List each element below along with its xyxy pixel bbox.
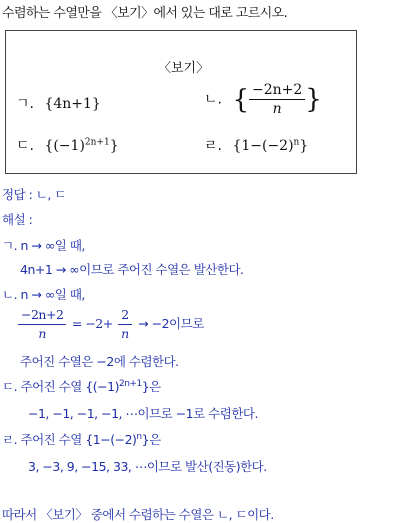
option-n-label: ㄴ. <box>204 91 222 108</box>
sol-n-mid: = −2+ <box>71 316 113 331</box>
sol-d-head-a: ㄷ. 주어진 수열 {(−1) <box>2 379 119 394</box>
sol-n-tail: → −2이므로 <box>138 316 204 331</box>
sol-n-numerator2: 2 <box>118 306 131 325</box>
option-r-label: ㄹ. <box>204 138 222 154</box>
sol-n-equation <box>18 306 204 343</box>
option-n-fraction <box>249 81 305 118</box>
sol-d-head <box>2 377 161 395</box>
sol-d-head-exp: 2n+1 <box>118 378 142 389</box>
option-d-exp: 2n+1 <box>84 137 110 148</box>
answer-text: 정답 : ㄴ, ㄷ <box>2 187 66 202</box>
right-brace: } <box>305 84 322 115</box>
option-g <box>16 93 101 113</box>
option-n-denominator: n <box>272 101 282 117</box>
left-brace: { <box>232 84 249 115</box>
box-title: 〈보기〉 <box>158 61 210 76</box>
question-text: 수렴하는 수열만을 〈보기〉에서 있는 대로 고르시오. <box>2 6 288 21</box>
option-n <box>204 81 322 118</box>
sol-n-fraction <box>18 306 66 343</box>
sol-r-head-exp: n <box>136 431 142 442</box>
sol-r-head <box>2 430 161 448</box>
sol-n-head: ㄴ. n → ∞일 때, <box>2 287 85 302</box>
option-g-expr: {4n+1} <box>44 96 101 112</box>
explain-label: 해설 : <box>2 212 33 227</box>
option-d-tail: } <box>109 138 119 154</box>
option-r <box>204 135 308 155</box>
option-r-exp: n <box>293 137 300 148</box>
sol-n-numerator: −2n+2 <box>18 306 66 325</box>
option-d <box>16 135 119 155</box>
sol-g-body: 4n+1 → ∞이므로 주어진 수열은 발산한다. <box>20 262 244 277</box>
option-g-label: ㄱ. <box>16 96 34 112</box>
sol-n-denominator: n <box>38 326 46 341</box>
sol-g-head: ㄱ. n → ∞일 때, <box>2 238 85 253</box>
sol-d-head-b: }은 <box>141 379 161 394</box>
sol-n-denominator2: n <box>121 326 129 341</box>
sol-n-body: 주어진 수열은 −2에 수렴한다. <box>20 354 179 369</box>
option-d-label: ㄷ. <box>16 138 34 154</box>
option-d-base: {(−1) <box>44 138 85 154</box>
example-box <box>5 30 357 174</box>
sol-d-body: −1, −1, −1, −1, ⋯이므로 −1로 수렴한다. <box>28 406 258 421</box>
sol-r-head-b: }은 <box>141 432 161 447</box>
sol-n-fraction2 <box>118 306 131 343</box>
sol-r-body: 3, −3, 9, −15, 33, ⋯이므로 발산(진동)한다. <box>28 459 267 474</box>
sol-final: 따라서 〈보기〉 중에서 수렴하는 수열은 ㄴ, ㄷ이다. <box>2 507 274 522</box>
option-r-base: {1−(−2) <box>232 138 294 154</box>
sol-r-head-a: ㄹ. 주어진 수열 {1−(−2) <box>2 432 137 447</box>
option-n-numerator: −2n+2 <box>249 81 305 100</box>
option-r-tail: } <box>299 138 309 154</box>
